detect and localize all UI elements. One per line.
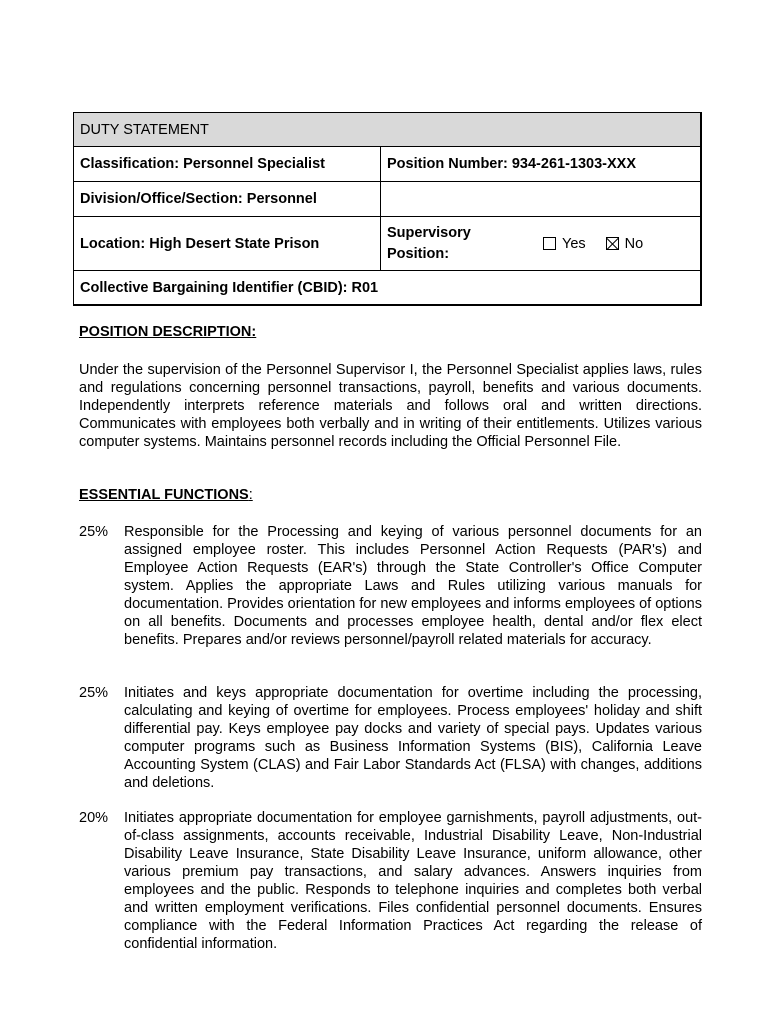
- table-title: DUTY STATEMENT: [80, 121, 209, 138]
- position-description-text: Under the supervision of the Personnel Supervisor I, the Personnel Specialist applies laws, rules and regulations concerning personnel transactions, payroll, benefits and various documents. Independently interprets reference materials and follows oral and written directions. Communicates with employees both verbally and in writing of their entitlements. Utilizes various computer systems. Maintains personnel records including the Official Personnel File.: [79, 362, 702, 450]
- function-percent: 20%: [79, 810, 109, 826]
- function-text: Responsible for the Processing and keying of various personnel documents for an assigned employee roster. This includes Personnel Action Requests (PAR's) and Employee Action Requests (EAR's) through the State Controller's Office Computer system. Applies the appropriate Laws and Rules utilizing various manuals for documentation. Provides orientation for new employees and informs employees of options on all benefits. Documents and processes employee health, dental and/or flex elect benefits. Prepares and/or reviews personnel/payroll related materials for accuracy.: [124, 524, 702, 648]
- yes-option[interactable]: [543, 236, 596, 252]
- no-label: No: [624, 235, 644, 252]
- essential-functions-heading: [79, 487, 253, 503]
- supervisory-label: [387, 223, 537, 265]
- duty-statement-table: [73, 112, 702, 306]
- yes-checkbox[interactable]: [543, 237, 556, 250]
- position-description-heading-text: POSITION DESCRIPTION: [79, 324, 252, 340]
- position-description-heading-colon: :: [251, 324, 257, 340]
- cbid-field: Collective Bargaining Identifier (CBID): R01: [80, 279, 379, 296]
- division-empty-cell: [381, 182, 700, 216]
- classification-field: Classification: Personnel Specialist: [74, 147, 381, 181]
- yes-label: Yes: [562, 235, 586, 252]
- division-row: [74, 182, 700, 217]
- essential-functions-heading-text: ESSENTIAL FUNCTIONS: [79, 487, 249, 503]
- no-option[interactable]: [606, 236, 654, 252]
- function-percent: 25%: [79, 524, 109, 540]
- position-description-heading: [79, 324, 256, 340]
- cbid-row: [74, 271, 700, 304]
- location-field: Location: High Desert State Prison: [74, 217, 381, 270]
- function-text: Initiates and keys appropriate documentation for overtime including the processing, calculating and keying of overtime for employees. Process employees' holiday and shift differential pay. Keys employee pay docks and variety of special pays. Updates various computer programs such as Business Information Systems (BIS), California Leave Accounting System (CLAS) and Fair Labor Standards Act (FLSA) with changes, additions and deletions.: [124, 685, 702, 791]
- function-text: Initiates appropriate documentation for employee garnishments, payroll adjustments, out-of-class assignments, accounts receivable, Industrial Disability Leave, Non-Industrial Disability Leave Insurance, State Disability Leave Insurance, uniform allowance, other various premium pay transactions, and salary advances. Answers inquiries from employees and the public. Responds to telephone inquiries and completes both verbal and written employment verifications. Files confidential personnel documents. Ensures compliance with the Federal Information Practices Act regarding the release of confidential information.: [124, 810, 702, 952]
- essential-function-item: [79, 523, 702, 649]
- supervisory-cell: [381, 217, 700, 270]
- supervisory-label-line1: Supervisory: [387, 224, 471, 241]
- no-checkbox[interactable]: [606, 237, 619, 250]
- location-row: [74, 217, 700, 271]
- division-field: Division/Office/Section: Personnel: [74, 182, 381, 216]
- function-percent: 25%: [79, 685, 109, 701]
- essential-function-item: [79, 684, 702, 792]
- essential-functions-heading-colon: :: [248, 487, 253, 503]
- table-title-row: [74, 113, 700, 147]
- supervisory-options: [543, 236, 653, 252]
- classification-row: [74, 147, 700, 182]
- supervisory-label-line2: Position:: [387, 245, 450, 262]
- position-number-field: Position Number: 934-261-1303-XXX: [387, 156, 637, 172]
- essential-function-item: [79, 809, 702, 953]
